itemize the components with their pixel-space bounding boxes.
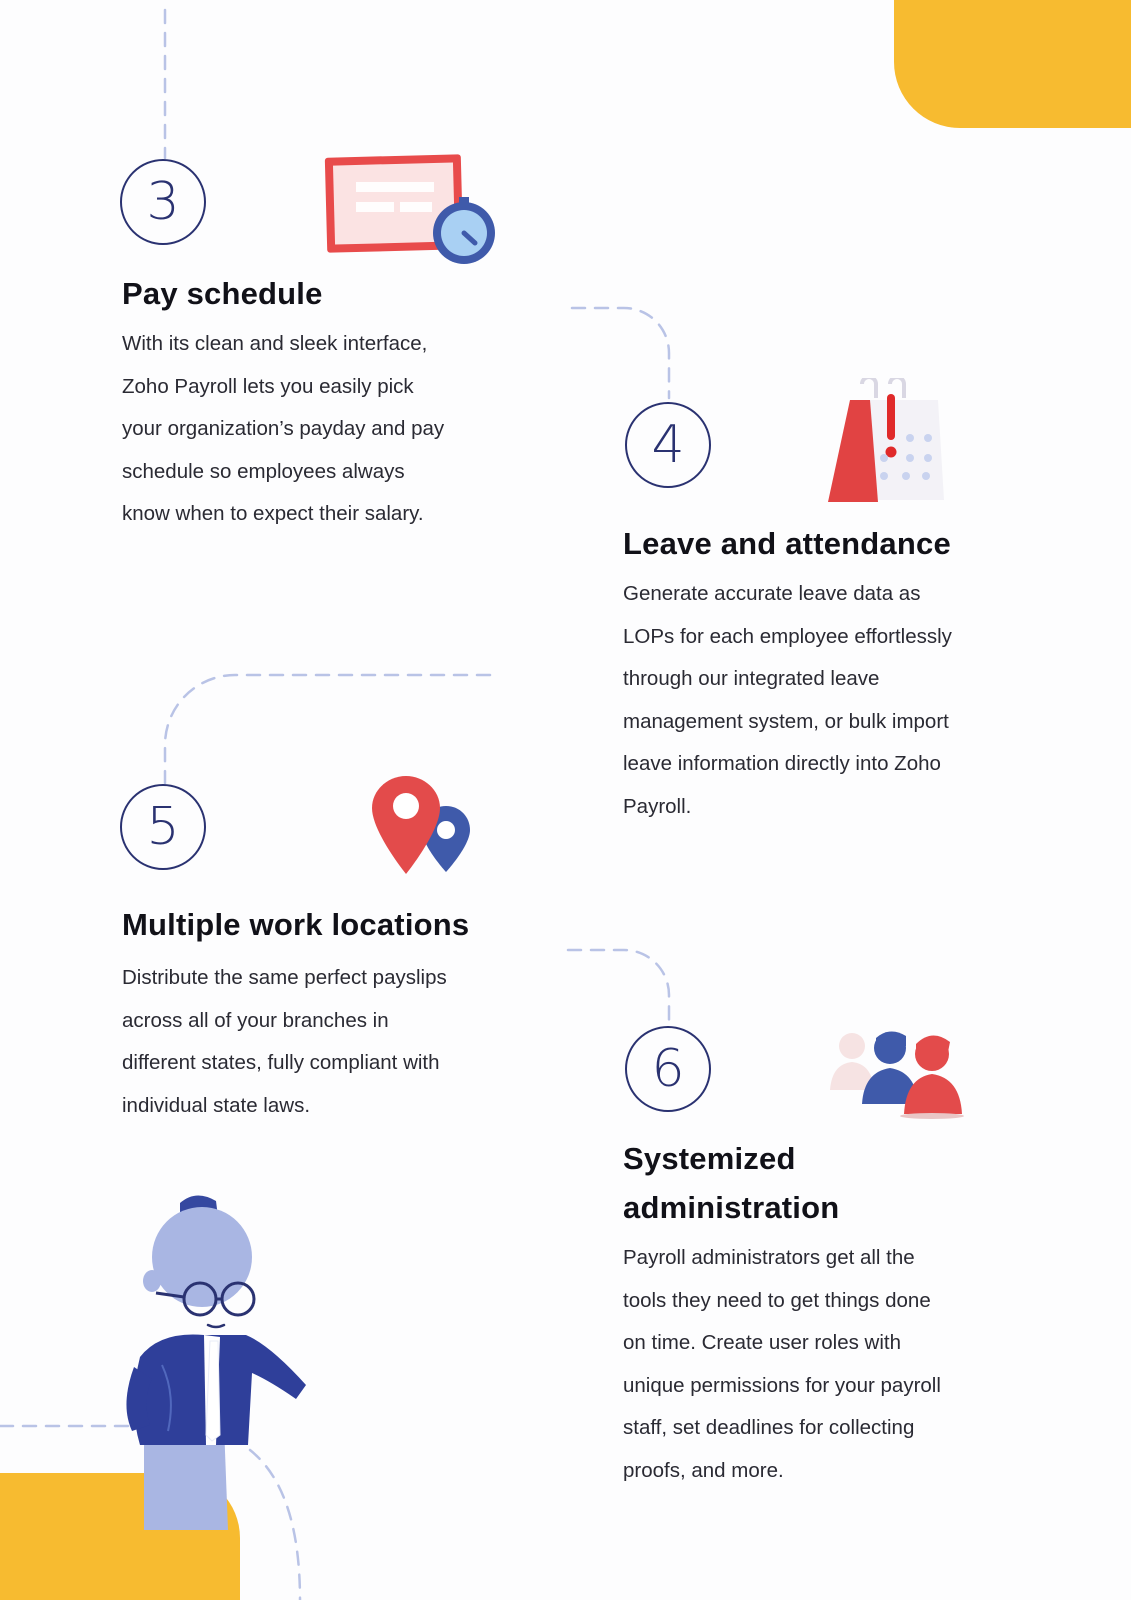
description-line: schedule so employees always <box>122 459 405 483</box>
feature-title-line: administration <box>623 1190 840 1225</box>
step-number-6: 6 <box>625 1026 711 1112</box>
feature-title <box>623 1134 839 1232</box>
description-line: Payroll. <box>623 794 692 818</box>
location-pins-icon <box>370 772 480 878</box>
description-line: different states, fully compliant with <box>122 1051 440 1074</box>
user-roles-icon <box>820 1024 972 1120</box>
calendar-alert-icon <box>826 378 944 504</box>
description-line: Payroll administrators get all the <box>623 1246 915 1269</box>
feature-title: Multiple work locations <box>122 907 470 942</box>
feature-title: Pay schedule <box>122 276 323 311</box>
step-number-5: 5 <box>120 784 206 870</box>
feature-title-line: Systemized <box>623 1141 796 1176</box>
description-line: With its clean and sleek interface, <box>122 332 428 355</box>
feature-description <box>122 323 444 536</box>
description-line: LOPs for each employee effortlessly <box>623 624 952 648</box>
feature-description <box>623 573 952 828</box>
description-line: Distribute the same perfect payslips <box>122 966 447 989</box>
description-line: management system, or bulk import <box>623 709 949 733</box>
description-line: through our integrated leave <box>623 667 880 690</box>
step-number-4: 4 <box>625 402 711 488</box>
administrator-character-illustration <box>120 1195 320 1535</box>
feature-title: Leave and attendance <box>623 526 951 561</box>
step-number-3: 3 <box>120 159 206 245</box>
description-line: on time. Create user roles with <box>623 1331 902 1354</box>
description-line: across all of your branches in <box>122 1008 389 1032</box>
description-line: tools they need to get things done <box>623 1288 931 1312</box>
description-line: staff, set deadlines for collecting <box>623 1416 915 1439</box>
description-line: know when to expect their salary. <box>122 502 424 525</box>
description-line: proofs, and more. <box>623 1458 784 1482</box>
description-line: Zoho Payroll lets you easily pick <box>122 374 414 398</box>
pay-schedule-icon <box>320 150 502 265</box>
description-line: your organization’s payday and pay <box>122 417 445 440</box>
feature-description <box>122 957 447 1127</box>
description-line: individual state laws. <box>122 1093 311 1117</box>
feature-description <box>623 1237 941 1492</box>
description-line: leave information directly into Zoho <box>623 752 941 775</box>
description-line: Generate accurate leave data as <box>623 582 921 605</box>
description-line: unique permissions for your payroll <box>623 1373 941 1397</box>
